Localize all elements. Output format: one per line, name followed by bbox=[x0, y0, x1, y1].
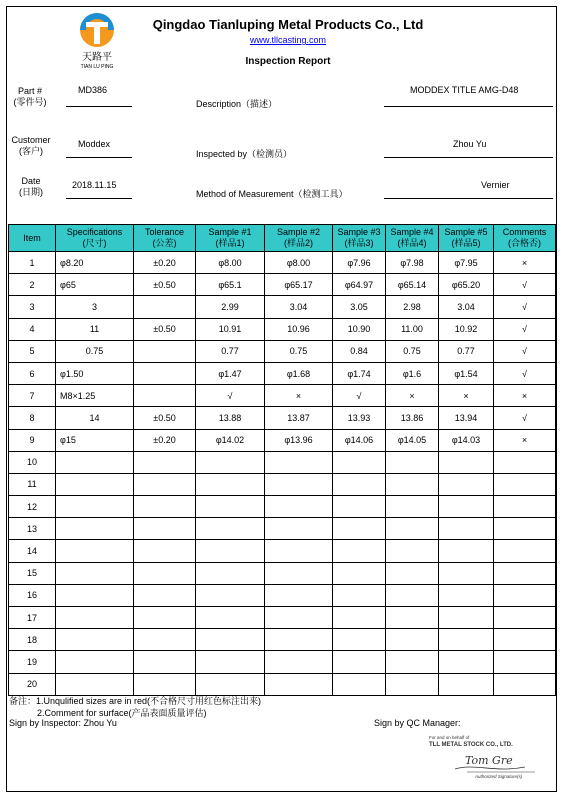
cell-spec bbox=[56, 607, 134, 629]
cell-comments: √ bbox=[494, 296, 556, 318]
cell-sample3 bbox=[333, 651, 386, 673]
cell-sample5 bbox=[439, 540, 494, 562]
header-sample4-en: Sample #4 bbox=[390, 227, 434, 237]
cell-sample5 bbox=[439, 562, 494, 584]
cell-sample3 bbox=[333, 673, 386, 695]
customer-label: Customer bbox=[11, 135, 51, 145]
cell-spec: M8×1.25 bbox=[56, 385, 134, 407]
cell-sample4 bbox=[386, 651, 439, 673]
description-underline bbox=[384, 106, 553, 107]
cell-sample4: 0.75 bbox=[386, 340, 439, 362]
cell-comments bbox=[494, 518, 556, 540]
cell-comments: √ bbox=[494, 340, 556, 362]
cell-sample3 bbox=[333, 473, 386, 495]
cell-spec: 14 bbox=[56, 407, 134, 429]
cell-sample3: φ1.74 bbox=[333, 362, 386, 384]
cell-comments bbox=[494, 451, 556, 473]
cell-item: 16 bbox=[9, 584, 56, 606]
cell-comments bbox=[494, 629, 556, 651]
table-row bbox=[9, 673, 556, 695]
inspected-by-label: Inspected by（检测员） bbox=[196, 149, 293, 159]
cell-sample1: 13.88 bbox=[196, 407, 265, 429]
customer-underline bbox=[66, 157, 132, 158]
cell-sample4 bbox=[386, 473, 439, 495]
cell-sample2: 13.87 bbox=[265, 407, 333, 429]
cell-comments: √ bbox=[494, 318, 556, 340]
cell-sample1: 2.99 bbox=[196, 296, 265, 318]
cell-sample4: φ14.05 bbox=[386, 429, 439, 451]
cell-tolerance bbox=[134, 451, 196, 473]
cell-tolerance bbox=[134, 496, 196, 518]
cell-sample1: φ1.47 bbox=[196, 362, 265, 384]
cell-spec: φ1.50 bbox=[56, 362, 134, 384]
cell-sample2 bbox=[265, 540, 333, 562]
cell-sample3: √ bbox=[333, 385, 386, 407]
cell-sample3 bbox=[333, 562, 386, 584]
cell-tolerance: ±0.20 bbox=[134, 429, 196, 451]
cell-sample5 bbox=[439, 607, 494, 629]
cell-item: 12 bbox=[9, 496, 56, 518]
cell-sample3: φ7.96 bbox=[333, 252, 386, 274]
cell-sample5: 13.94 bbox=[439, 407, 494, 429]
table-row bbox=[9, 252, 556, 274]
cell-item: 17 bbox=[9, 607, 56, 629]
report-title: Inspection Report bbox=[245, 56, 331, 67]
header-tolerance bbox=[134, 225, 196, 252]
cell-sample2: φ13.96 bbox=[265, 429, 333, 451]
cell-tolerance bbox=[134, 540, 196, 562]
cell-sample5: 3.04 bbox=[439, 296, 494, 318]
cell-tolerance bbox=[134, 340, 196, 362]
cell-sample4: 13.86 bbox=[386, 407, 439, 429]
cell-item: 14 bbox=[9, 540, 56, 562]
header-spec-cn: (尺寸) bbox=[82, 238, 107, 248]
cell-tolerance bbox=[134, 629, 196, 651]
cell-item: 6 bbox=[9, 362, 56, 384]
cell-comments bbox=[494, 540, 556, 562]
cell-sample2 bbox=[265, 496, 333, 518]
cell-comments: √ bbox=[494, 407, 556, 429]
cell-comments bbox=[494, 673, 556, 695]
cell-spec bbox=[56, 518, 134, 540]
cell-sample5 bbox=[439, 518, 494, 540]
cell-spec bbox=[56, 473, 134, 495]
cell-tolerance bbox=[134, 385, 196, 407]
cell-spec bbox=[56, 540, 134, 562]
cell-spec: 3 bbox=[56, 296, 134, 318]
method-value: Vernier bbox=[481, 180, 510, 190]
cell-tolerance bbox=[134, 584, 196, 606]
cell-comments bbox=[494, 651, 556, 673]
description-value: MODDEX TITLE AMG-D48 bbox=[410, 85, 519, 95]
table-row bbox=[9, 540, 556, 562]
table-row bbox=[9, 318, 556, 340]
header-sample3-en: Sample #3 bbox=[337, 227, 381, 237]
cell-sample1 bbox=[196, 473, 265, 495]
header-comments bbox=[494, 225, 556, 252]
cell-tolerance bbox=[134, 518, 196, 540]
cell-sample5 bbox=[439, 584, 494, 606]
inspected-by-value: Zhou Yu bbox=[453, 139, 487, 149]
cell-item: 2 bbox=[9, 274, 56, 296]
part-value: MD386 bbox=[78, 85, 108, 95]
cell-item: 10 bbox=[9, 451, 56, 473]
cell-sample5 bbox=[439, 651, 494, 673]
company-website-link[interactable]: www.tllcasting.com bbox=[249, 35, 327, 45]
cell-spec bbox=[56, 673, 134, 695]
cell-comments: √ bbox=[494, 362, 556, 384]
header-sample1-cn: (样品1) bbox=[215, 238, 245, 248]
cell-sample1: 0.77 bbox=[196, 340, 265, 362]
header-sample2-en: Sample #2 bbox=[276, 227, 321, 237]
customer-value: Moddex bbox=[78, 139, 111, 149]
cell-sample2 bbox=[265, 607, 333, 629]
cell-item: 9 bbox=[9, 429, 56, 451]
company-logo bbox=[72, 10, 122, 72]
cell-sample3: φ64.97 bbox=[333, 274, 386, 296]
header-spec bbox=[56, 225, 134, 252]
cell-sample1 bbox=[196, 562, 265, 584]
cell-item: 1 bbox=[9, 252, 56, 274]
header-sample1-en: Sample #1 bbox=[208, 227, 252, 237]
part-label-block bbox=[8, 86, 52, 108]
cell-sample2: φ8.00 bbox=[265, 252, 333, 274]
cell-sample3: 13.93 bbox=[333, 407, 386, 429]
method-label: Method of Measurement（检测工具） bbox=[196, 189, 348, 199]
date-underline bbox=[66, 198, 132, 199]
cell-tolerance: ±0.50 bbox=[134, 318, 196, 340]
cell-item: 15 bbox=[9, 562, 56, 584]
header-sample5 bbox=[439, 225, 494, 252]
cell-sample4: φ7.98 bbox=[386, 252, 439, 274]
header-item-en: Item bbox=[23, 232, 41, 243]
date-label: Date bbox=[21, 176, 41, 186]
cell-sample2 bbox=[265, 651, 333, 673]
cell-tolerance bbox=[134, 607, 196, 629]
cell-sample1 bbox=[196, 673, 265, 695]
cell-sample5 bbox=[439, 673, 494, 695]
cell-item: 13 bbox=[9, 518, 56, 540]
cell-sample4 bbox=[386, 496, 439, 518]
cell-sample5: 10.92 bbox=[439, 318, 494, 340]
logo-cn-text: 天路平 bbox=[82, 52, 112, 63]
table-header-row bbox=[9, 225, 556, 252]
cell-sample5 bbox=[439, 496, 494, 518]
cell-item: 7 bbox=[9, 385, 56, 407]
cell-tolerance bbox=[134, 673, 196, 695]
table-row bbox=[9, 518, 556, 540]
cell-sample4 bbox=[386, 562, 439, 584]
cell-spec bbox=[56, 562, 134, 584]
header-comments-en: Comments bbox=[502, 227, 547, 237]
cell-sample4 bbox=[386, 584, 439, 606]
header-tolerance-cn: (公差) bbox=[152, 238, 177, 248]
inspector-signature-label: Sign by Inspector: Zhou Yu bbox=[9, 718, 117, 728]
cell-sample4: 11.00 bbox=[386, 318, 439, 340]
note-unqualified: 备注：1.Unqulified sizes are in red(不合格尺寸用红色标注出来) bbox=[9, 696, 262, 706]
cell-item: 4 bbox=[9, 318, 56, 340]
cell-comments bbox=[494, 562, 556, 584]
cell-tolerance bbox=[134, 562, 196, 584]
cell-sample4 bbox=[386, 540, 439, 562]
cell-sample4 bbox=[386, 607, 439, 629]
part-label-cn: (零件号) bbox=[13, 97, 47, 107]
cell-sample3 bbox=[333, 496, 386, 518]
cell-sample2 bbox=[265, 518, 333, 540]
table-row bbox=[9, 340, 556, 362]
cell-sample2: φ65.17 bbox=[265, 274, 333, 296]
cell-sample4 bbox=[386, 518, 439, 540]
table-row bbox=[9, 473, 556, 495]
header-sample2-cn: (样品2) bbox=[284, 238, 313, 248]
cell-sample4 bbox=[386, 629, 439, 651]
cell-item: 18 bbox=[9, 629, 56, 651]
cell-sample5 bbox=[439, 473, 494, 495]
cell-spec: φ65 bbox=[56, 274, 134, 296]
cell-sample1 bbox=[196, 629, 265, 651]
header-sample2 bbox=[265, 225, 333, 252]
cell-spec bbox=[56, 584, 134, 606]
company-stamp bbox=[425, 733, 540, 781]
table-row bbox=[9, 629, 556, 651]
cell-item: 20 bbox=[9, 673, 56, 695]
cell-spec bbox=[56, 496, 134, 518]
inspected-underline bbox=[384, 157, 553, 158]
header-sample1 bbox=[196, 225, 265, 252]
header-spec-en: Specifications bbox=[66, 227, 123, 237]
cell-spec bbox=[56, 651, 134, 673]
customer-label-block bbox=[8, 135, 54, 157]
table-row bbox=[9, 584, 556, 606]
date-label-block bbox=[8, 176, 54, 198]
cell-sample1 bbox=[196, 584, 265, 606]
cell-sample1: √ bbox=[196, 385, 265, 407]
cell-sample2 bbox=[265, 562, 333, 584]
cell-sample4: φ65.14 bbox=[386, 274, 439, 296]
cell-sample3: φ14.06 bbox=[333, 429, 386, 451]
table-row bbox=[9, 496, 556, 518]
cell-sample1: φ65.1 bbox=[196, 274, 265, 296]
table-row bbox=[9, 296, 556, 318]
cell-sample2 bbox=[265, 673, 333, 695]
cell-sample3: 10.90 bbox=[333, 318, 386, 340]
table-row bbox=[9, 651, 556, 673]
header-comments-cn: (合格否) bbox=[508, 238, 541, 248]
date-value: 2018.11.15 bbox=[72, 180, 117, 190]
header-sample5-cn: (样品5) bbox=[451, 238, 481, 248]
part-label: Part # bbox=[17, 86, 42, 96]
cell-item: 5 bbox=[9, 340, 56, 362]
cell-sample2 bbox=[265, 584, 333, 606]
cell-comments bbox=[494, 607, 556, 629]
note-surface: 2.Comment for surface(产品表面质量评估) bbox=[37, 708, 207, 718]
table-row bbox=[9, 429, 556, 451]
table-row bbox=[9, 362, 556, 384]
logo-en-text: TIAN LU PING bbox=[80, 64, 114, 70]
cell-sample4: × bbox=[386, 385, 439, 407]
cell-comments bbox=[494, 496, 556, 518]
cell-comments bbox=[494, 473, 556, 495]
cell-sample2: × bbox=[265, 385, 333, 407]
header-sample3 bbox=[333, 225, 386, 252]
cell-sample3 bbox=[333, 518, 386, 540]
cell-tolerance bbox=[134, 296, 196, 318]
cell-comments: × bbox=[494, 429, 556, 451]
table-row bbox=[9, 274, 556, 296]
cell-sample2: 3.04 bbox=[265, 296, 333, 318]
cell-sample5: φ65.20 bbox=[439, 274, 494, 296]
customer-label-cn: (客户) bbox=[19, 146, 43, 156]
cell-tolerance: ±0.50 bbox=[134, 274, 196, 296]
cell-sample5: φ7.95 bbox=[439, 252, 494, 274]
header-sample4 bbox=[386, 225, 439, 252]
cell-sample3 bbox=[333, 607, 386, 629]
cell-sample1: φ14.02 bbox=[196, 429, 265, 451]
cell-sample1: 10.91 bbox=[196, 318, 265, 340]
cell-sample5 bbox=[439, 451, 494, 473]
cell-spec: 0.75 bbox=[56, 340, 134, 362]
cell-sample5: × bbox=[439, 385, 494, 407]
header-item bbox=[9, 225, 56, 252]
cell-sample4 bbox=[386, 451, 439, 473]
cell-sample2: φ1.68 bbox=[265, 362, 333, 384]
date-label-cn: (日期) bbox=[19, 187, 43, 197]
company-name: Qingdao Tianluping Metal Products Co., Ltd bbox=[152, 17, 424, 32]
cell-sample4: 2.98 bbox=[386, 296, 439, 318]
cell-spec: φ15 bbox=[56, 429, 134, 451]
method-underline bbox=[384, 198, 553, 199]
cell-sample2 bbox=[265, 473, 333, 495]
cell-sample1 bbox=[196, 496, 265, 518]
stamp-signature: Tom Gre bbox=[465, 754, 513, 767]
cell-sample4 bbox=[386, 673, 439, 695]
cell-spec: 11 bbox=[56, 318, 134, 340]
qc-manager-signature-label: Sign by QC Manager: bbox=[374, 718, 461, 728]
cell-sample2: 0.75 bbox=[265, 340, 333, 362]
cell-spec bbox=[56, 451, 134, 473]
stamp-line3: Authorized Signature(s) bbox=[475, 774, 523, 779]
cell-sample2 bbox=[265, 629, 333, 651]
cell-item: 11 bbox=[9, 473, 56, 495]
header-tolerance-en: Tolerance bbox=[144, 227, 185, 237]
table-row bbox=[9, 385, 556, 407]
cell-spec: φ8.20 bbox=[56, 252, 134, 274]
cell-sample3 bbox=[333, 584, 386, 606]
description-label: Description（描述） bbox=[196, 99, 278, 109]
cell-item: 8 bbox=[9, 407, 56, 429]
cell-sample5: φ1.54 bbox=[439, 362, 494, 384]
cell-sample1: φ8.00 bbox=[196, 252, 265, 274]
part-underline bbox=[66, 106, 132, 107]
cell-sample2: 10.96 bbox=[265, 318, 333, 340]
header-sample5-en: Sample #5 bbox=[444, 227, 488, 237]
cell-sample5: 0.77 bbox=[439, 340, 494, 362]
stamp-line2: TLL METAL STOCK CO., LTD. bbox=[429, 742, 513, 748]
cell-sample3 bbox=[333, 540, 386, 562]
table-row bbox=[9, 407, 556, 429]
cell-tolerance: ±0.20 bbox=[134, 252, 196, 274]
cell-comments: × bbox=[494, 385, 556, 407]
cell-sample1 bbox=[196, 651, 265, 673]
cell-sample5 bbox=[439, 629, 494, 651]
inspection-table bbox=[8, 224, 556, 696]
cell-tolerance bbox=[134, 651, 196, 673]
table-row bbox=[9, 562, 556, 584]
stamp-line1: For and on behalf of bbox=[429, 735, 470, 740]
cell-sample5: φ14.03 bbox=[439, 429, 494, 451]
cell-sample3: 0.84 bbox=[333, 340, 386, 362]
cell-tolerance bbox=[134, 473, 196, 495]
cell-sample1 bbox=[196, 607, 265, 629]
cell-sample1 bbox=[196, 518, 265, 540]
header-sample4-cn: (样品4) bbox=[397, 238, 427, 248]
cell-comments bbox=[494, 584, 556, 606]
cell-sample1 bbox=[196, 451, 265, 473]
table-row bbox=[9, 607, 556, 629]
cell-sample1 bbox=[196, 540, 265, 562]
cell-sample3 bbox=[333, 629, 386, 651]
cell-tolerance: ±0.50 bbox=[134, 407, 196, 429]
cell-comments: √ bbox=[494, 274, 556, 296]
cell-tolerance bbox=[134, 362, 196, 384]
cell-spec bbox=[56, 629, 134, 651]
header-sample3-cn: (样品3) bbox=[344, 238, 374, 248]
cell-sample3 bbox=[333, 451, 386, 473]
cell-sample4: φ1.6 bbox=[386, 362, 439, 384]
cell-item: 3 bbox=[9, 296, 56, 318]
cell-comments: × bbox=[494, 252, 556, 274]
cell-item: 19 bbox=[9, 651, 56, 673]
cell-sample2 bbox=[265, 451, 333, 473]
cell-sample3: 3.05 bbox=[333, 296, 386, 318]
table-row bbox=[9, 451, 556, 473]
